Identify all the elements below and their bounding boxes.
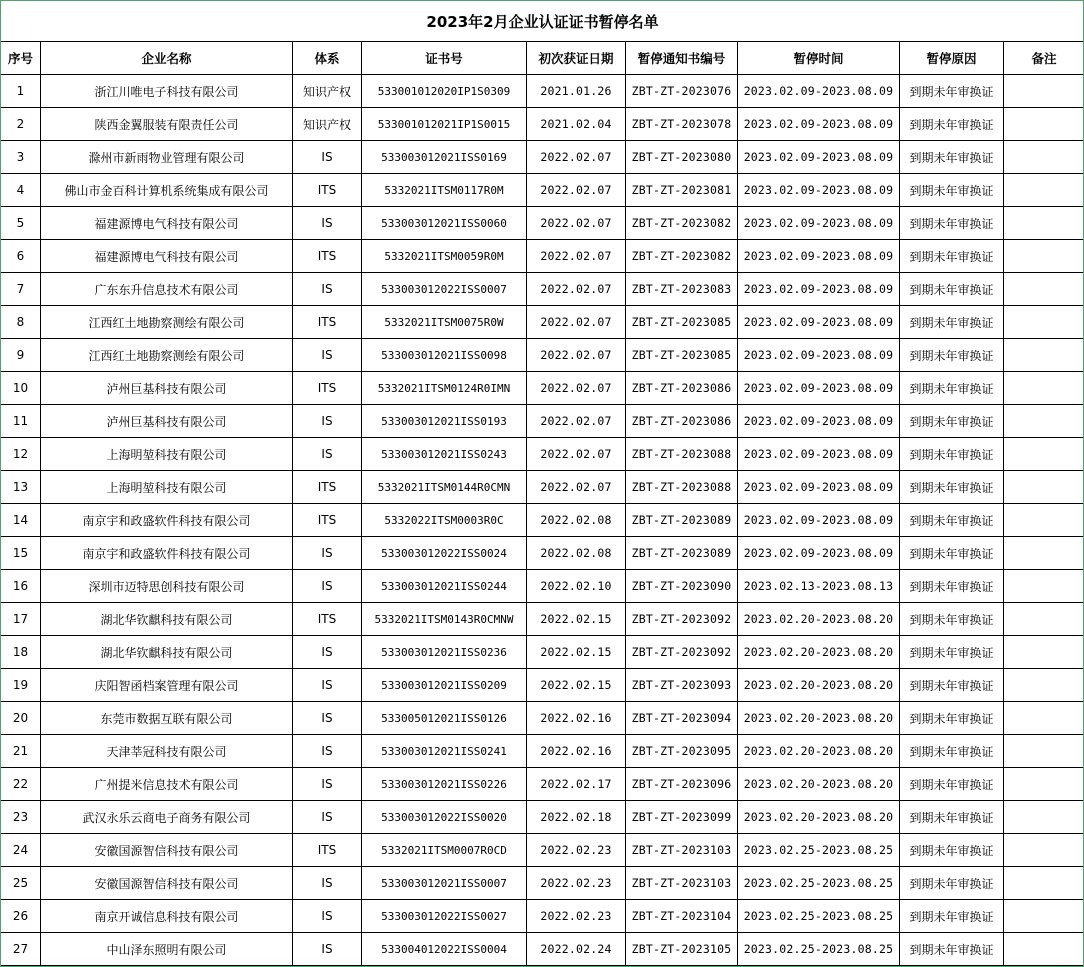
cell-reason[interactable]: 到期未年审换证 bbox=[900, 669, 1004, 702]
cell-date[interactable]: 2022.02.15 bbox=[527, 603, 626, 636]
cell-remark[interactable] bbox=[1004, 207, 1084, 240]
cell-cert[interactable]: 5332021ITSM0007R0CD bbox=[362, 834, 527, 867]
cell-cert[interactable]: 533001012021IP1S0015 bbox=[362, 108, 527, 141]
cell-notice[interactable]: ZBT-ZT-2023095 bbox=[626, 735, 738, 768]
cell-notice[interactable]: ZBT-ZT-2023103 bbox=[626, 834, 738, 867]
cell-cert[interactable]: 533003012021ISS0193 bbox=[362, 405, 527, 438]
cell-no[interactable]: 14 bbox=[1, 504, 41, 537]
cell-reason[interactable]: 到期未年审换证 bbox=[900, 207, 1004, 240]
cell-period[interactable]: 2023.02.20-2023.08.20 bbox=[738, 702, 900, 735]
cell-date[interactable]: 2022.02.24 bbox=[527, 933, 626, 966]
cell-company[interactable]: 湖北华钦麒科技有限公司 bbox=[41, 603, 293, 636]
cell-notice[interactable]: ZBT-ZT-2023092 bbox=[626, 603, 738, 636]
cell-period[interactable]: 2023.02.20-2023.08.20 bbox=[738, 603, 900, 636]
cell-system[interactable]: ITS bbox=[293, 174, 362, 207]
cell-notice[interactable]: ZBT-ZT-2023088 bbox=[626, 438, 738, 471]
cell-system[interactable]: IS bbox=[293, 933, 362, 966]
cell-reason[interactable]: 到期未年审换证 bbox=[900, 108, 1004, 141]
table-row bbox=[1, 702, 1084, 735]
header-cell-system[interactable]: 体系 bbox=[293, 42, 362, 75]
cell-period[interactable]: 2023.02.09-2023.08.09 bbox=[738, 339, 900, 372]
cell-period[interactable]: 2023.02.25-2023.08.25 bbox=[738, 834, 900, 867]
cell-company[interactable]: 上海明堃科技有限公司 bbox=[41, 471, 293, 504]
cell-reason[interactable]: 到期未年审换证 bbox=[900, 141, 1004, 174]
cell-date[interactable]: 2022.02.07 bbox=[527, 141, 626, 174]
cell-system[interactable]: IS bbox=[293, 768, 362, 801]
cell-remark[interactable] bbox=[1004, 174, 1084, 207]
cell-system[interactable]: 知识产权 bbox=[293, 75, 362, 108]
cell-date[interactable]: 2022.02.18 bbox=[527, 801, 626, 834]
cell-no[interactable]: 20 bbox=[1, 702, 41, 735]
cell-reason[interactable]: 到期未年审换证 bbox=[900, 570, 1004, 603]
cell-remark[interactable] bbox=[1004, 768, 1084, 801]
cell-cert[interactable]: 5332021ITSM0144R0CMN bbox=[362, 471, 527, 504]
cell-no[interactable]: 7 bbox=[1, 273, 41, 306]
cell-remark[interactable] bbox=[1004, 504, 1084, 537]
cell-company[interactable]: 东莞市数据互联有限公司 bbox=[41, 702, 293, 735]
cell-cert[interactable]: 5332022ITSM0003R0C bbox=[362, 504, 527, 537]
cell-reason[interactable]: 到期未年审换证 bbox=[900, 405, 1004, 438]
cell-notice[interactable]: ZBT-ZT-2023089 bbox=[626, 504, 738, 537]
table-row bbox=[1, 207, 1084, 240]
cell-reason[interactable]: 到期未年审换证 bbox=[900, 603, 1004, 636]
cell-date[interactable]: 2022.02.07 bbox=[527, 471, 626, 504]
cell-date[interactable]: 2022.02.15 bbox=[527, 669, 626, 702]
cell-remark[interactable] bbox=[1004, 669, 1084, 702]
cell-notice[interactable]: ZBT-ZT-2023078 bbox=[626, 108, 738, 141]
cell-reason[interactable]: 到期未年审换证 bbox=[900, 933, 1004, 966]
table-row bbox=[1, 174, 1084, 207]
cell-date[interactable]: 2022.02.23 bbox=[527, 900, 626, 933]
cell-reason[interactable]: 到期未年审换证 bbox=[900, 438, 1004, 471]
cell-period[interactable]: 2023.02.09-2023.08.09 bbox=[738, 537, 900, 570]
table-row bbox=[1, 834, 1084, 867]
cell-no[interactable]: 19 bbox=[1, 669, 41, 702]
cell-notice[interactable]: ZBT-ZT-2023076 bbox=[626, 75, 738, 108]
cell-period[interactable]: 2023.02.09-2023.08.09 bbox=[738, 306, 900, 339]
cell-cert[interactable]: 533003012021ISS0236 bbox=[362, 636, 527, 669]
cell-system[interactable]: ITS bbox=[293, 240, 362, 273]
cell-company[interactable]: 安徽国源智信科技有限公司 bbox=[41, 834, 293, 867]
cell-remark[interactable] bbox=[1004, 75, 1084, 108]
cell-notice[interactable]: ZBT-ZT-2023096 bbox=[626, 768, 738, 801]
cell-company[interactable]: 滁州市新雨物业管理有限公司 bbox=[41, 141, 293, 174]
cell-notice[interactable]: ZBT-ZT-2023088 bbox=[626, 471, 738, 504]
cell-no[interactable]: 21 bbox=[1, 735, 41, 768]
cell-period[interactable]: 2023.02.09-2023.08.09 bbox=[738, 108, 900, 141]
cell-cert[interactable]: 533003012022ISS0020 bbox=[362, 801, 527, 834]
table-row bbox=[1, 273, 1084, 306]
table-row bbox=[1, 240, 1084, 273]
cell-notice[interactable]: ZBT-ZT-2023083 bbox=[626, 273, 738, 306]
table-row bbox=[1, 339, 1084, 372]
cell-date[interactable]: 2022.02.07 bbox=[527, 372, 626, 405]
cell-remark[interactable] bbox=[1004, 801, 1084, 834]
cell-notice[interactable]: ZBT-ZT-2023081 bbox=[626, 174, 738, 207]
cell-system[interactable]: IS bbox=[293, 900, 362, 933]
cell-cert[interactable]: 533003012022ISS0027 bbox=[362, 900, 527, 933]
cell-no[interactable]: 26 bbox=[1, 900, 41, 933]
cell-notice[interactable]: ZBT-ZT-2023093 bbox=[626, 669, 738, 702]
cell-company[interactable]: 福建源博电气科技有限公司 bbox=[41, 240, 293, 273]
cell-company[interactable]: 庆阳智函档案管理有限公司 bbox=[41, 669, 293, 702]
header-cell-period[interactable]: 暂停时间 bbox=[738, 42, 900, 75]
cell-notice[interactable]: ZBT-ZT-2023086 bbox=[626, 372, 738, 405]
cell-remark[interactable] bbox=[1004, 570, 1084, 603]
cell-remark[interactable] bbox=[1004, 471, 1084, 504]
cell-remark[interactable] bbox=[1004, 240, 1084, 273]
cell-no[interactable]: 6 bbox=[1, 240, 41, 273]
cell-reason[interactable]: 到期未年审换证 bbox=[900, 801, 1004, 834]
cell-company[interactable]: 泸州巨基科技有限公司 bbox=[41, 372, 293, 405]
cell-no[interactable]: 15 bbox=[1, 537, 41, 570]
cell-system[interactable]: IS bbox=[293, 537, 362, 570]
cell-period[interactable]: 2023.02.09-2023.08.09 bbox=[738, 75, 900, 108]
cell-notice[interactable]: ZBT-ZT-2023085 bbox=[626, 306, 738, 339]
cell-no[interactable]: 23 bbox=[1, 801, 41, 834]
cell-reason[interactable]: 到期未年审换证 bbox=[900, 834, 1004, 867]
cell-remark[interactable] bbox=[1004, 108, 1084, 141]
cell-period[interactable]: 2023.02.25-2023.08.25 bbox=[738, 933, 900, 966]
cell-date[interactable]: 2022.02.23 bbox=[527, 834, 626, 867]
cell-remark[interactable] bbox=[1004, 834, 1084, 867]
cell-company[interactable]: 江西红土地勘察测绘有限公司 bbox=[41, 306, 293, 339]
table-row bbox=[1, 504, 1084, 537]
table-row bbox=[1, 801, 1084, 834]
cell-remark[interactable] bbox=[1004, 438, 1084, 471]
cell-remark[interactable] bbox=[1004, 933, 1084, 966]
cell-date[interactable]: 2022.02.23 bbox=[527, 867, 626, 900]
table-row bbox=[1, 735, 1084, 768]
cell-no[interactable]: 18 bbox=[1, 636, 41, 669]
cell-system[interactable]: IS bbox=[293, 207, 362, 240]
cell-cert[interactable]: 533003012021ISS0060 bbox=[362, 207, 527, 240]
cell-system[interactable]: ITS bbox=[293, 603, 362, 636]
cell-company[interactable]: 浙江川唯电子科技有限公司 bbox=[41, 75, 293, 108]
cell-cert[interactable]: 5332021ITSM0059R0M bbox=[362, 240, 527, 273]
cell-no[interactable]: 9 bbox=[1, 339, 41, 372]
cell-cert[interactable]: 533003012021ISS0244 bbox=[362, 570, 527, 603]
cell-no[interactable]: 16 bbox=[1, 570, 41, 603]
cell-reason[interactable]: 到期未年审换证 bbox=[900, 768, 1004, 801]
cell-remark[interactable] bbox=[1004, 603, 1084, 636]
cell-period[interactable]: 2023.02.09-2023.08.09 bbox=[738, 174, 900, 207]
cell-notice[interactable]: ZBT-ZT-2023080 bbox=[626, 141, 738, 174]
cell-date[interactable]: 2022.02.07 bbox=[527, 339, 626, 372]
cell-remark[interactable] bbox=[1004, 867, 1084, 900]
cell-date[interactable]: 2022.02.07 bbox=[527, 207, 626, 240]
table-row bbox=[1, 669, 1084, 702]
cell-cert[interactable]: 533003012021ISS0007 bbox=[362, 867, 527, 900]
table-row bbox=[1, 636, 1084, 669]
cell-period[interactable]: 2023.02.20-2023.08.20 bbox=[738, 735, 900, 768]
cell-remark[interactable] bbox=[1004, 372, 1084, 405]
cell-period[interactable]: 2023.02.09-2023.08.09 bbox=[738, 438, 900, 471]
cell-no[interactable]: 11 bbox=[1, 405, 41, 438]
cell-date[interactable]: 2022.02.07 bbox=[527, 306, 626, 339]
table-row bbox=[1, 372, 1084, 405]
cell-system[interactable]: 知识产权 bbox=[293, 108, 362, 141]
cell-system[interactable]: IS bbox=[293, 339, 362, 372]
cell-cert[interactable]: 5332021ITSM0117R0M bbox=[362, 174, 527, 207]
cell-company[interactable]: 江西红土地勘察测绘有限公司 bbox=[41, 339, 293, 372]
cell-notice[interactable]: ZBT-ZT-2023092 bbox=[626, 636, 738, 669]
cell-company[interactable]: 中山泽东照明有限公司 bbox=[41, 933, 293, 966]
cell-no[interactable]: 1 bbox=[1, 75, 41, 108]
cell-system[interactable]: IS bbox=[293, 867, 362, 900]
cell-cert[interactable]: 533003012022ISS0024 bbox=[362, 537, 527, 570]
header-cell-remark[interactable]: 备注 bbox=[1004, 42, 1084, 75]
cell-company[interactable]: 佛山市金百科计算机系统集成有限公司 bbox=[41, 174, 293, 207]
cell-system[interactable]: ITS bbox=[293, 372, 362, 405]
cell-period[interactable]: 2023.02.20-2023.08.20 bbox=[738, 801, 900, 834]
cell-notice[interactable]: ZBT-ZT-2023089 bbox=[626, 537, 738, 570]
cell-no[interactable]: 17 bbox=[1, 603, 41, 636]
cell-company[interactable]: 陕西金翼服装有限责任公司 bbox=[41, 108, 293, 141]
cell-date[interactable]: 2022.02.16 bbox=[527, 735, 626, 768]
cell-period[interactable]: 2023.02.09-2023.08.09 bbox=[738, 240, 900, 273]
table-row bbox=[1, 438, 1084, 471]
cell-company[interactable]: 上海明堃科技有限公司 bbox=[41, 438, 293, 471]
cell-system[interactable]: ITS bbox=[293, 834, 362, 867]
cell-no[interactable]: 24 bbox=[1, 834, 41, 867]
cell-reason[interactable]: 到期未年审换证 bbox=[900, 306, 1004, 339]
cell-cert[interactable]: 533003012021ISS0241 bbox=[362, 735, 527, 768]
header-cell-date[interactable]: 初次获证日期 bbox=[527, 42, 626, 75]
cell-system[interactable]: ITS bbox=[293, 306, 362, 339]
table-row bbox=[1, 867, 1084, 900]
cell-company[interactable]: 南京宇和政盛软件科技有限公司 bbox=[41, 504, 293, 537]
table-row bbox=[1, 900, 1084, 933]
table-row bbox=[1, 141, 1084, 174]
cell-notice[interactable]: ZBT-ZT-2023099 bbox=[626, 801, 738, 834]
cell-company[interactable]: 南京开诚信息科技有限公司 bbox=[41, 900, 293, 933]
cell-period[interactable]: 2023.02.09-2023.08.09 bbox=[738, 141, 900, 174]
cell-period[interactable]: 2023.02.09-2023.08.09 bbox=[738, 471, 900, 504]
cell-notice[interactable]: ZBT-ZT-2023094 bbox=[626, 702, 738, 735]
cell-no[interactable]: 27 bbox=[1, 933, 41, 966]
cell-company[interactable]: 泸州巨基科技有限公司 bbox=[41, 405, 293, 438]
cell-company[interactable]: 福建源博电气科技有限公司 bbox=[41, 207, 293, 240]
table-row bbox=[1, 537, 1084, 570]
cell-period[interactable]: 2023.02.09-2023.08.09 bbox=[738, 372, 900, 405]
cell-reason[interactable]: 到期未年审换证 bbox=[900, 339, 1004, 372]
cell-reason[interactable]: 到期未年审换证 bbox=[900, 504, 1004, 537]
cell-date[interactable]: 2022.02.15 bbox=[527, 636, 626, 669]
cell-cert[interactable]: 533003012022ISS0007 bbox=[362, 273, 527, 306]
cell-period[interactable]: 2023.02.25-2023.08.25 bbox=[738, 900, 900, 933]
cell-company[interactable]: 南京宇和政盛软件科技有限公司 bbox=[41, 537, 293, 570]
cell-no[interactable]: 22 bbox=[1, 768, 41, 801]
cell-notice[interactable]: ZBT-ZT-2023082 bbox=[626, 207, 738, 240]
cell-no[interactable]: 5 bbox=[1, 207, 41, 240]
table-row bbox=[1, 108, 1084, 141]
cell-reason[interactable]: 到期未年审换证 bbox=[900, 372, 1004, 405]
cell-system[interactable]: IS bbox=[293, 570, 362, 603]
cell-company[interactable]: 武汉永乐云商电子商务有限公司 bbox=[41, 801, 293, 834]
cell-notice[interactable]: ZBT-ZT-2023090 bbox=[626, 570, 738, 603]
cell-period[interactable]: 2023.02.25-2023.08.25 bbox=[738, 867, 900, 900]
cell-no[interactable]: 13 bbox=[1, 471, 41, 504]
cell-cert[interactable]: 533003012021ISS0209 bbox=[362, 669, 527, 702]
cell-system[interactable]: IS bbox=[293, 405, 362, 438]
cell-period[interactable]: 2023.02.09-2023.08.09 bbox=[738, 405, 900, 438]
cell-reason[interactable]: 到期未年审换证 bbox=[900, 273, 1004, 306]
cell-system[interactable]: ITS bbox=[293, 471, 362, 504]
cell-reason[interactable]: 到期未年审换证 bbox=[900, 636, 1004, 669]
cell-system[interactable]: IS bbox=[293, 438, 362, 471]
cell-date[interactable]: 2022.02.07 bbox=[527, 240, 626, 273]
cell-notice[interactable]: ZBT-ZT-2023105 bbox=[626, 933, 738, 966]
cell-cert[interactable]: 533003012021ISS0098 bbox=[362, 339, 527, 372]
cell-system[interactable]: IS bbox=[293, 735, 362, 768]
header-cell-no[interactable]: 序号 bbox=[1, 42, 41, 75]
cell-remark[interactable] bbox=[1004, 900, 1084, 933]
cell-reason[interactable]: 到期未年审换证 bbox=[900, 471, 1004, 504]
cell-no[interactable]: 25 bbox=[1, 867, 41, 900]
cell-remark[interactable] bbox=[1004, 273, 1084, 306]
cell-period[interactable]: 2023.02.20-2023.08.20 bbox=[738, 669, 900, 702]
cell-period[interactable]: 2023.02.13-2023.08.13 bbox=[738, 570, 900, 603]
cell-date[interactable]: 2022.02.07 bbox=[527, 405, 626, 438]
cell-remark[interactable] bbox=[1004, 405, 1084, 438]
cell-date[interactable]: 2022.02.07 bbox=[527, 174, 626, 207]
table-row bbox=[1, 306, 1084, 339]
cell-reason[interactable]: 到期未年审换证 bbox=[900, 75, 1004, 108]
table-row bbox=[1, 570, 1084, 603]
cell-date[interactable]: 2022.02.08 bbox=[527, 537, 626, 570]
header-cell-reason[interactable]: 暂停原因 bbox=[900, 42, 1004, 75]
cell-no[interactable]: 12 bbox=[1, 438, 41, 471]
table-row bbox=[1, 75, 1084, 108]
cell-system[interactable]: IS bbox=[293, 273, 362, 306]
header-cell-company[interactable]: 企业名称 bbox=[41, 42, 293, 75]
cell-cert[interactable]: 533003012021ISS0226 bbox=[362, 768, 527, 801]
cell-company[interactable]: 天津莘冠科技有限公司 bbox=[41, 735, 293, 768]
cell-reason[interactable]: 到期未年审换证 bbox=[900, 867, 1004, 900]
cell-system[interactable]: IS bbox=[293, 801, 362, 834]
table-body bbox=[1, 75, 1084, 966]
table-row bbox=[1, 933, 1084, 966]
cell-period[interactable]: 2023.02.09-2023.08.09 bbox=[738, 504, 900, 537]
cell-date[interactable]: 2022.02.10 bbox=[527, 570, 626, 603]
cell-reason[interactable]: 到期未年审换证 bbox=[900, 537, 1004, 570]
cell-period[interactable]: 2023.02.09-2023.08.09 bbox=[738, 207, 900, 240]
cell-date[interactable]: 2022.02.08 bbox=[527, 504, 626, 537]
cell-company[interactable]: 湖北华钦麒科技有限公司 bbox=[41, 636, 293, 669]
cell-period[interactable]: 2023.02.20-2023.08.20 bbox=[738, 636, 900, 669]
cell-reason[interactable]: 到期未年审换证 bbox=[900, 900, 1004, 933]
cell-cert[interactable]: 533005012021ISS0126 bbox=[362, 702, 527, 735]
cell-no[interactable]: 8 bbox=[1, 306, 41, 339]
cell-system[interactable]: IS bbox=[293, 669, 362, 702]
header-cell-cert[interactable]: 证书号 bbox=[362, 42, 527, 75]
header-cell-notice[interactable]: 暂停通知书编号 bbox=[626, 42, 738, 75]
cell-notice[interactable]: ZBT-ZT-2023104 bbox=[626, 900, 738, 933]
cell-company[interactable]: 广东东升信息技术有限公司 bbox=[41, 273, 293, 306]
cell-remark[interactable] bbox=[1004, 339, 1084, 372]
cell-date[interactable]: 2022.02.07 bbox=[527, 273, 626, 306]
cell-cert[interactable]: 5332021ITSM0124R0IMN bbox=[362, 372, 527, 405]
cell-remark[interactable] bbox=[1004, 141, 1084, 174]
cell-cert[interactable]: 5332021ITSM0143R0CMNW bbox=[362, 603, 527, 636]
header-row bbox=[1, 42, 1084, 75]
table-row bbox=[1, 471, 1084, 504]
cell-remark[interactable] bbox=[1004, 702, 1084, 735]
cell-notice[interactable]: ZBT-ZT-2023085 bbox=[626, 339, 738, 372]
cell-notice[interactable]: ZBT-ZT-2023103 bbox=[626, 867, 738, 900]
cell-cert[interactable]: 533004012022ISS0004 bbox=[362, 933, 527, 966]
cell-cert[interactable]: 533003012021ISS0169 bbox=[362, 141, 527, 174]
sheet-title[interactable]: 2023年2月企业认证证书暂停名单 bbox=[1, 1, 1084, 42]
cell-reason[interactable]: 到期未年审换证 bbox=[900, 735, 1004, 768]
cell-date[interactable]: 2022.02.07 bbox=[527, 438, 626, 471]
cell-reason[interactable]: 到期未年审换证 bbox=[900, 174, 1004, 207]
cell-remark[interactable] bbox=[1004, 537, 1084, 570]
cell-no[interactable]: 10 bbox=[1, 372, 41, 405]
cell-cert[interactable]: 533003012021ISS0243 bbox=[362, 438, 527, 471]
cell-remark[interactable] bbox=[1004, 306, 1084, 339]
cell-system[interactable]: IS bbox=[293, 141, 362, 174]
cell-company[interactable]: 安徽国源智信科技有限公司 bbox=[41, 867, 293, 900]
cell-no[interactable]: 3 bbox=[1, 141, 41, 174]
cell-reason[interactable]: 到期未年审换证 bbox=[900, 702, 1004, 735]
cell-date[interactable]: 2021.02.04 bbox=[527, 108, 626, 141]
cell-remark[interactable] bbox=[1004, 636, 1084, 669]
table-row bbox=[1, 405, 1084, 438]
cell-period[interactable]: 2023.02.20-2023.08.20 bbox=[738, 768, 900, 801]
cell-no[interactable]: 4 bbox=[1, 174, 41, 207]
cell-notice[interactable]: ZBT-ZT-2023086 bbox=[626, 405, 738, 438]
cell-company[interactable]: 深圳市迈特思创科技有限公司 bbox=[41, 570, 293, 603]
cell-period[interactable]: 2023.02.09-2023.08.09 bbox=[738, 273, 900, 306]
table-row bbox=[1, 603, 1084, 636]
cell-cert[interactable]: 533001012020IP1S0309 bbox=[362, 75, 527, 108]
cell-date[interactable]: 2022.02.16 bbox=[527, 702, 626, 735]
cell-date[interactable]: 2022.02.17 bbox=[527, 768, 626, 801]
cell-system[interactable]: IS bbox=[293, 636, 362, 669]
cell-remark[interactable] bbox=[1004, 735, 1084, 768]
cell-reason[interactable]: 到期未年审换证 bbox=[900, 240, 1004, 273]
cell-company[interactable]: 广州提米信息技术有限公司 bbox=[41, 768, 293, 801]
table-row bbox=[1, 768, 1084, 801]
cell-notice[interactable]: ZBT-ZT-2023082 bbox=[626, 240, 738, 273]
title-row bbox=[1, 1, 1084, 42]
cell-no[interactable]: 2 bbox=[1, 108, 41, 141]
cell-system[interactable]: ITS bbox=[293, 504, 362, 537]
cell-date[interactable]: 2021.01.26 bbox=[527, 75, 626, 108]
cell-cert[interactable]: 5332021ITSM0075R0W bbox=[362, 306, 527, 339]
cell-system[interactable]: IS bbox=[293, 702, 362, 735]
